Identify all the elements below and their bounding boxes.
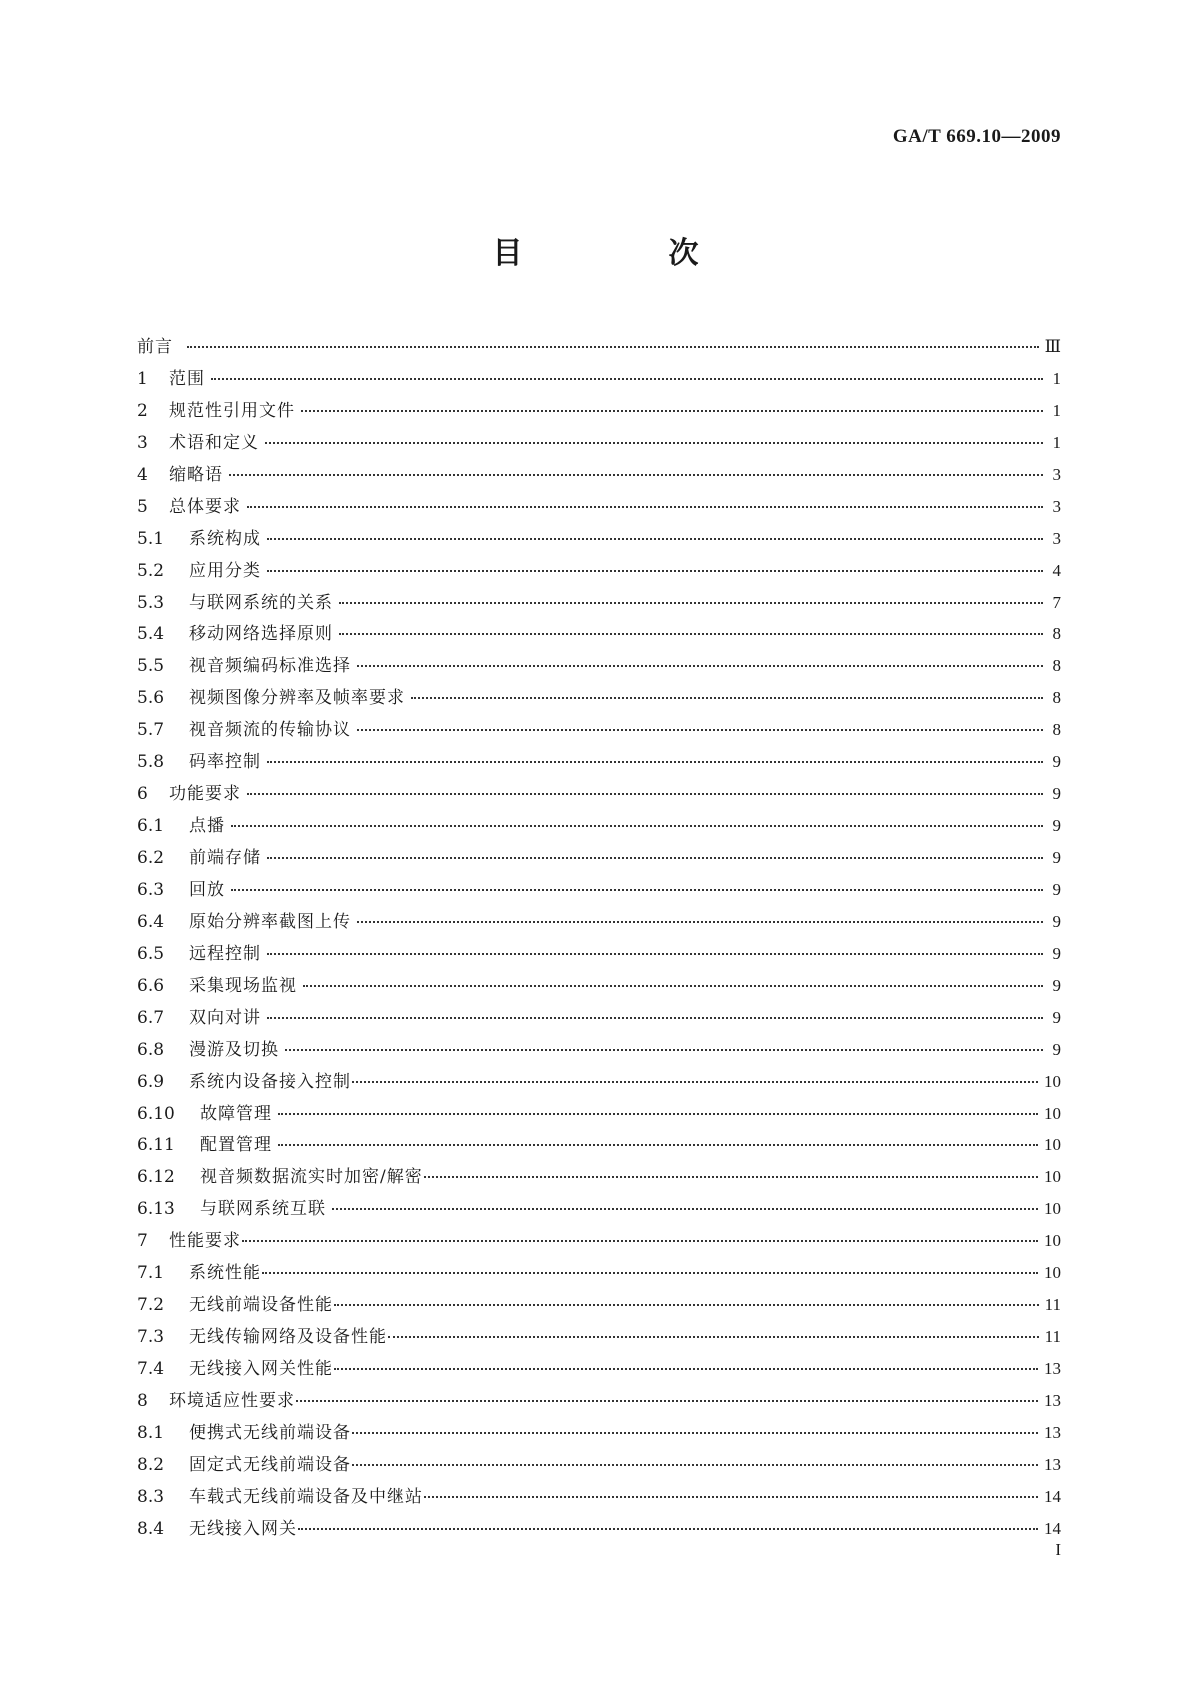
toc-entry-page: 1 xyxy=(1052,432,1061,452)
dot-leader xyxy=(285,1048,1043,1051)
dot-leader xyxy=(339,601,1043,604)
toc-entry-page: 8 xyxy=(1052,720,1061,740)
toc-entry-title: 与联网系统互联 xyxy=(200,1199,326,1220)
toc-entry-title: 前端存储 xyxy=(189,848,261,868)
toc-entry[interactable] xyxy=(137,492,1061,524)
standard-code: GA/T 669.10—2009 xyxy=(892,126,1061,147)
toc-entry-title: 回放 xyxy=(189,879,225,900)
toc-entry-number: 5.6 xyxy=(137,688,165,709)
dot-leader xyxy=(357,920,1043,923)
toc-entry-number: 6.9 xyxy=(137,1071,165,1092)
dot-leader xyxy=(278,1112,1038,1115)
toc-entry-page: 10 xyxy=(1044,1167,1061,1187)
toc-entry-number: 5.8 xyxy=(137,752,165,773)
toc-entry[interactable] xyxy=(137,1290,1061,1322)
toc-entry-number: 7.3 xyxy=(137,1327,165,1348)
toc-entry-page: 8 xyxy=(1052,624,1061,644)
toc-entry-page: 3 xyxy=(1052,496,1061,516)
toc-entry-page: 9 xyxy=(1052,879,1061,899)
toc-entry-number: 5.7 xyxy=(137,720,165,741)
toc-entry-number: 6.1 xyxy=(137,816,165,837)
dot-leader xyxy=(296,1399,1038,1402)
toc-entry-page: 3 xyxy=(1052,528,1061,548)
dot-leader xyxy=(267,569,1043,572)
toc-entry-title: 应用分类 xyxy=(189,560,261,581)
dot-leader xyxy=(267,537,1043,540)
toc-entry[interactable] xyxy=(137,1194,1061,1226)
dot-leader xyxy=(411,696,1043,699)
dot-leader xyxy=(229,473,1043,476)
toc-entry-page: 9 xyxy=(1052,1007,1061,1027)
toc-entry-page: 13 xyxy=(1044,1390,1061,1410)
dot-leader xyxy=(262,1271,1038,1274)
dot-leader xyxy=(357,728,1043,731)
toc-entry-title: 漫游及切换 xyxy=(189,1039,279,1060)
dot-leader xyxy=(231,888,1043,891)
toc-entry-page: 9 xyxy=(1052,943,1061,963)
toc-entry-number: 5.1 xyxy=(137,528,165,549)
toc-entry-number: 5.2 xyxy=(137,560,165,581)
toc-entry-title: 采集现场监视 xyxy=(189,975,297,996)
toc-entry-title: 前言 xyxy=(137,337,173,357)
toc-entry-number: 6.4 xyxy=(137,911,165,932)
toc-entry-title: 范围 xyxy=(169,368,205,389)
toc-entry-title: 无线接入网关 xyxy=(189,1518,297,1539)
toc-entry-page: 11 xyxy=(1044,1327,1061,1347)
toc-entry-title: 视音频数据流实时加密/解密 xyxy=(200,1167,423,1188)
toc-entry-title: 远程控制 xyxy=(189,943,261,964)
dot-leader xyxy=(388,1335,1039,1338)
toc-entry-page: 1 xyxy=(1052,368,1061,388)
toc-entry-number: 6.13 xyxy=(137,1199,175,1220)
toc-entry-page: 9 xyxy=(1052,1039,1061,1059)
toc-entry-number: 6.11 xyxy=(137,1135,175,1156)
toc-entry[interactable] xyxy=(137,1482,1061,1514)
dot-leader xyxy=(278,1143,1038,1146)
toc-entry-page: 9 xyxy=(1052,752,1061,772)
toc-entry-number: 7 xyxy=(137,1231,148,1252)
toc-entry-number: 7.1 xyxy=(137,1263,165,1284)
toc-entry[interactable] xyxy=(137,1386,1061,1418)
table-of-contents xyxy=(137,332,1061,1546)
toc-entry[interactable] xyxy=(137,843,1061,875)
dot-leader xyxy=(267,760,1043,763)
toc-entry[interactable] xyxy=(137,1514,1061,1546)
dot-leader xyxy=(424,1175,1038,1178)
toc-entry-page: 9 xyxy=(1052,816,1061,836)
toc-entry-title: 术语和定义 xyxy=(169,432,259,453)
toc-entry-page: 13 xyxy=(1044,1422,1061,1442)
toc-entry-page: 8 xyxy=(1052,656,1061,676)
toc-entry-title: 视频图像分辨率及帧率要求 xyxy=(189,688,405,709)
toc-entry-number: 6.6 xyxy=(137,975,165,996)
toc-entry[interactable] xyxy=(137,1003,1061,1035)
toc-entry-title: 规范性引用文件 xyxy=(169,400,295,421)
dot-leader xyxy=(267,1016,1043,1019)
toc-entry-title: 性能要求 xyxy=(169,1231,241,1252)
toc-entry-page: 10 xyxy=(1044,1263,1061,1283)
toc-entry-page: 1 xyxy=(1052,400,1061,420)
toc-entry[interactable] xyxy=(137,396,1061,428)
dot-leader xyxy=(211,377,1043,380)
toc-entry[interactable] xyxy=(137,1035,1061,1067)
toc-entry-title: 无线接入网关性能 xyxy=(189,1359,333,1379)
toc-entry-title: 移动网络选择原则 xyxy=(189,624,333,645)
toc-entry[interactable] xyxy=(137,875,1061,907)
toc-entry-number: 7.2 xyxy=(137,1295,165,1316)
toc-entry-number: 6.3 xyxy=(137,879,165,900)
dot-leader xyxy=(301,409,1043,412)
toc-entry[interactable] xyxy=(137,460,1061,492)
page-number: I xyxy=(1055,1540,1061,1559)
toc-entry-number: 6.7 xyxy=(137,1007,165,1028)
toc-entry[interactable] xyxy=(137,1226,1061,1258)
toc-entry-title: 便携式无线前端设备 xyxy=(189,1422,351,1443)
toc-entry-title: 系统内设备接入控制 xyxy=(189,1071,351,1092)
toc-entry-title: 视音频流的传输协议 xyxy=(189,720,351,741)
toc-entry-page: 9 xyxy=(1052,784,1061,804)
dot-leader xyxy=(187,345,1039,348)
toc-entry[interactable] xyxy=(137,1099,1061,1131)
dot-leader xyxy=(303,984,1043,987)
toc-entry-number: 3 xyxy=(137,432,148,453)
dot-leader xyxy=(352,1080,1038,1083)
dot-leader xyxy=(352,1463,1038,1466)
dot-leader xyxy=(357,664,1043,667)
page-title: 目 次 xyxy=(492,236,757,271)
toc-entry-page: 9 xyxy=(1052,911,1061,931)
toc-entry-page: 3 xyxy=(1052,464,1061,484)
dot-leader xyxy=(231,824,1043,827)
dot-leader xyxy=(247,505,1043,508)
toc-entry-title: 与联网系统的关系 xyxy=(189,592,333,613)
toc-entry-title: 无线前端设备性能 xyxy=(189,1295,333,1316)
toc-entry-title: 原始分辨率截图上传 xyxy=(189,911,351,932)
dot-leader xyxy=(334,1367,1038,1370)
dot-leader xyxy=(424,1495,1038,1498)
toc-entry-title: 码率控制 xyxy=(189,752,261,773)
toc-entry-title: 总体要求 xyxy=(169,496,241,517)
toc-entry-number: 6 xyxy=(137,784,148,805)
toc-entry[interactable] xyxy=(137,524,1061,556)
toc-entry-number: 6.2 xyxy=(137,848,165,868)
toc-entry[interactable] xyxy=(137,1322,1061,1354)
toc-entry-number: 1 xyxy=(137,368,148,389)
dot-leader xyxy=(334,1303,1039,1306)
toc-entry[interactable] xyxy=(137,811,1061,843)
toc-entry-page: 13 xyxy=(1044,1454,1061,1474)
toc-entry-title: 故障管理 xyxy=(200,1103,272,1124)
toc-entry[interactable] xyxy=(137,715,1061,747)
toc-entry-number: 7.4 xyxy=(137,1359,165,1379)
toc-entry-title: 视音频编码标准选择 xyxy=(189,656,351,677)
toc-entry-title: 点播 xyxy=(189,816,225,837)
toc-entry-number: 6.10 xyxy=(137,1103,175,1124)
toc-entry-title: 固定式无线前端设备 xyxy=(189,1454,351,1475)
toc-entry[interactable] xyxy=(137,428,1061,460)
toc-entry-title: 配置管理 xyxy=(200,1135,272,1156)
toc-entry-page: 14 xyxy=(1044,1518,1061,1538)
toc-entry[interactable] xyxy=(137,1130,1061,1162)
toc-entry[interactable] xyxy=(137,939,1061,971)
toc-entry-page: 14 xyxy=(1044,1486,1061,1506)
toc-entry-title: 功能要求 xyxy=(169,784,241,805)
toc-entry-page: 11 xyxy=(1044,1295,1061,1315)
toc-entry-number: 8.3 xyxy=(137,1486,165,1507)
dot-leader xyxy=(298,1527,1038,1530)
dot-leader xyxy=(267,952,1043,955)
toc-entry-number: 8 xyxy=(137,1390,148,1411)
toc-entry-number: 8.4 xyxy=(137,1518,165,1539)
toc-entry[interactable] xyxy=(137,747,1061,779)
toc-entry[interactable] xyxy=(137,683,1061,715)
toc-entry-page: 13 xyxy=(1044,1359,1061,1378)
toc-entry-title: 缩略语 xyxy=(169,464,223,485)
toc-entry[interactable] xyxy=(137,619,1061,651)
toc-entry-title: 环境适应性要求 xyxy=(169,1390,295,1411)
toc-entry-number: 5.5 xyxy=(137,656,165,677)
dot-leader xyxy=(332,1207,1038,1210)
toc-entry-number: 4 xyxy=(137,464,148,485)
toc-entry-title: 车载式无线前端设备及中继站 xyxy=(189,1486,423,1507)
dot-leader xyxy=(265,441,1043,444)
dot-leader xyxy=(352,1431,1038,1434)
toc-entry-title: 系统构成 xyxy=(189,528,261,549)
toc-entry[interactable] xyxy=(137,588,1061,620)
toc-entry-page: 10 xyxy=(1044,1071,1061,1091)
toc-entry-title: 双向对讲 xyxy=(189,1007,261,1028)
dot-leader xyxy=(242,1239,1038,1242)
toc-entry-page: 10 xyxy=(1044,1103,1061,1123)
toc-entry[interactable] xyxy=(137,556,1061,588)
dot-leader xyxy=(267,856,1043,859)
toc-entry[interactable] xyxy=(137,1354,1061,1386)
toc-entry-title: 无线传输网络及设备性能 xyxy=(189,1327,387,1348)
toc-entry[interactable] xyxy=(137,1258,1061,1290)
toc-entry-number: 5 xyxy=(137,496,148,517)
dot-leader xyxy=(339,632,1043,635)
dot-leader xyxy=(247,792,1043,795)
toc-entry-page: 8 xyxy=(1052,688,1061,708)
toc-entry-page: 10 xyxy=(1044,1199,1061,1219)
toc-entry[interactable] xyxy=(137,907,1061,939)
toc-entry-page: 9 xyxy=(1052,848,1061,867)
toc-entry-number: 6.5 xyxy=(137,943,165,964)
toc-entry-number: 8.1 xyxy=(137,1422,165,1443)
toc-entry-page: 10 xyxy=(1044,1135,1061,1155)
toc-entry-number: 8.2 xyxy=(137,1454,165,1475)
toc-entry-page: 10 xyxy=(1044,1231,1061,1251)
toc-entry[interactable] xyxy=(137,971,1061,1003)
toc-entry[interactable] xyxy=(137,1450,1061,1482)
toc-entry-number: 6.8 xyxy=(137,1039,165,1060)
toc-entry-page: 4 xyxy=(1052,560,1061,580)
toc-entry[interactable] xyxy=(137,1418,1061,1450)
toc-entry-page: 7 xyxy=(1052,592,1061,612)
toc-entry[interactable] xyxy=(137,779,1061,811)
toc-entry[interactable] xyxy=(137,332,1061,364)
toc-entry-page: Ⅲ xyxy=(1044,337,1061,356)
toc-entry[interactable] xyxy=(137,1067,1061,1099)
toc-entry-page: 9 xyxy=(1052,975,1061,995)
toc-entry-number: 5.4 xyxy=(137,624,165,645)
toc-entry-number: 6.12 xyxy=(137,1167,175,1188)
toc-entry-number: 5.3 xyxy=(137,592,165,613)
toc-entry-number: 2 xyxy=(137,400,148,421)
toc-entry[interactable] xyxy=(137,1162,1061,1194)
toc-entry-title: 系统性能 xyxy=(189,1263,261,1284)
toc-entry[interactable] xyxy=(137,651,1061,683)
toc-entry[interactable] xyxy=(137,364,1061,396)
